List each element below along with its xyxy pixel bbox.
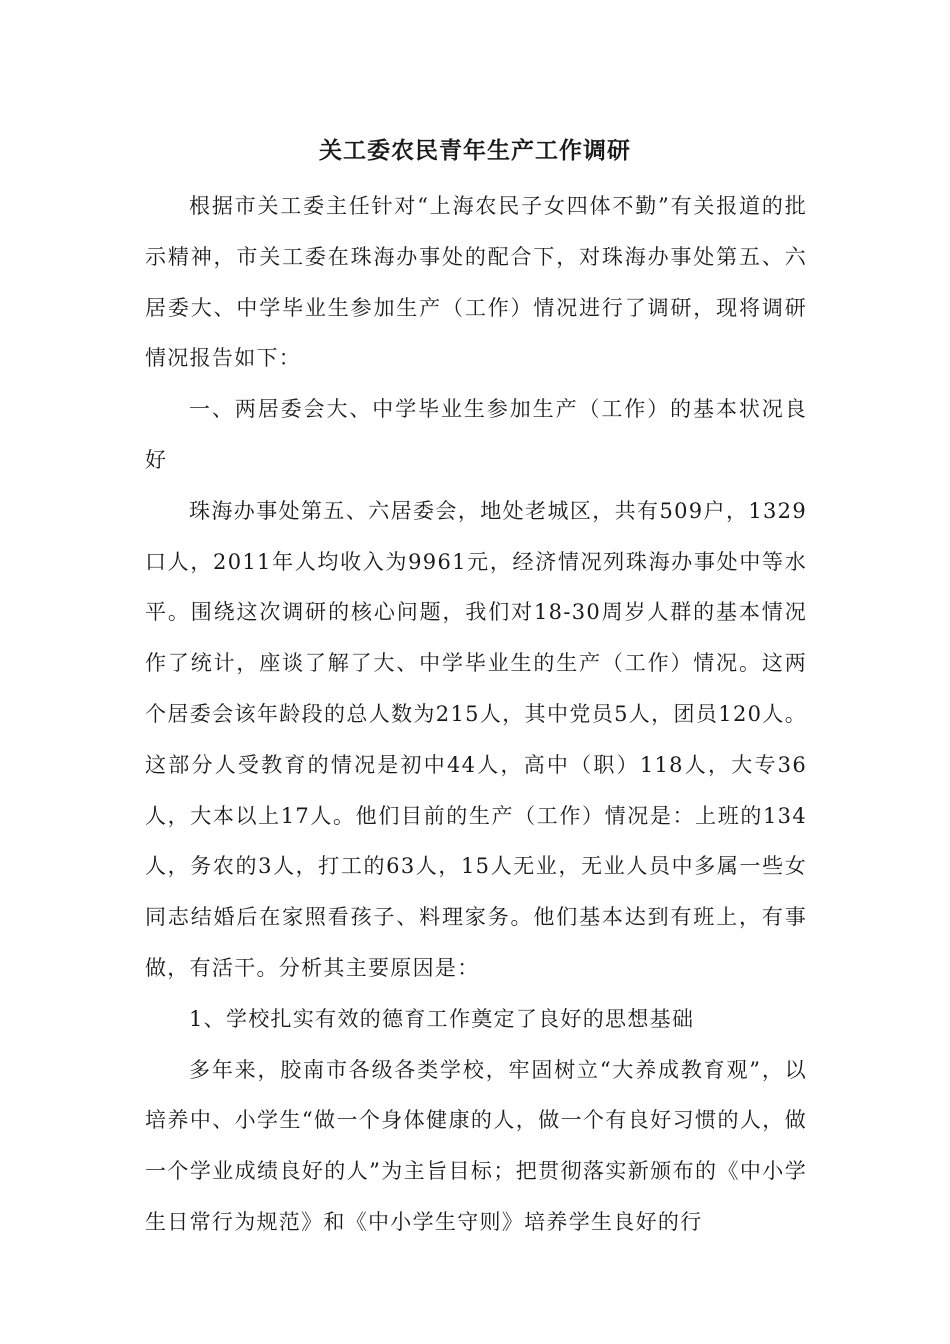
paragraph-intro: 根据市关工委主任针对“上海农民子女四体不勤”有关报道的批示精神，市关工委在珠海办事处的配合下，对珠海办事处第五、六居委大、中学毕业生参加生产（工作）情况进行了调研，现将调研情况报告如下：: [145, 194, 807, 371]
subsection-heading-1: 1、学校扎实有效的德育工作奠定了良好的思想基础: [189, 1006, 695, 1031]
document-body: [145, 181, 807, 1248]
document-title: 关工委农民青年生产工作调研: [319, 138, 631, 164]
paragraph-moral-education: 多年来，胶南市各级各类学校，牢固树立“大养成教育观”，以培养中、小学生“做一个身体健康的人，做一个有良好习惯的人，做一个学业成绩良好的人”为主旨目标；把贯彻落实新颁布的《中小学生日常行为规范》和《中小学生守则》培养学生良好的行: [145, 1057, 807, 1234]
section-heading-1: 一、两居委会大、中学毕业生参加生产（工作）的基本状况良好: [145, 397, 807, 472]
paragraph-statistics: 珠海办事处第五、六居委会，地处老城区，共有509户，1329口人，2011年人均收入为9961元，经济情况列珠海办事处中等水平。围绕这次调研的核心问题，我们对18-30周岁人群的基本情况作了统计，座谈了解了大、中学毕业生的生产（工作）情况。这两个居委会该年龄段的总人数为215人，其中党员5人，团员120人。这部分人受教育的情况是初中44人，高中（职）118人，大专36人，大本以上17人。他们目前的生产（工作）情况是：上班的134人，务农的3人，打工的63人，15人无业，无业人员中多属一些女同志结婚后在家照看孩子、料理家务。他们基本达到有班上，有事做，有活干。分析其主要原因是：: [145, 498, 807, 980]
